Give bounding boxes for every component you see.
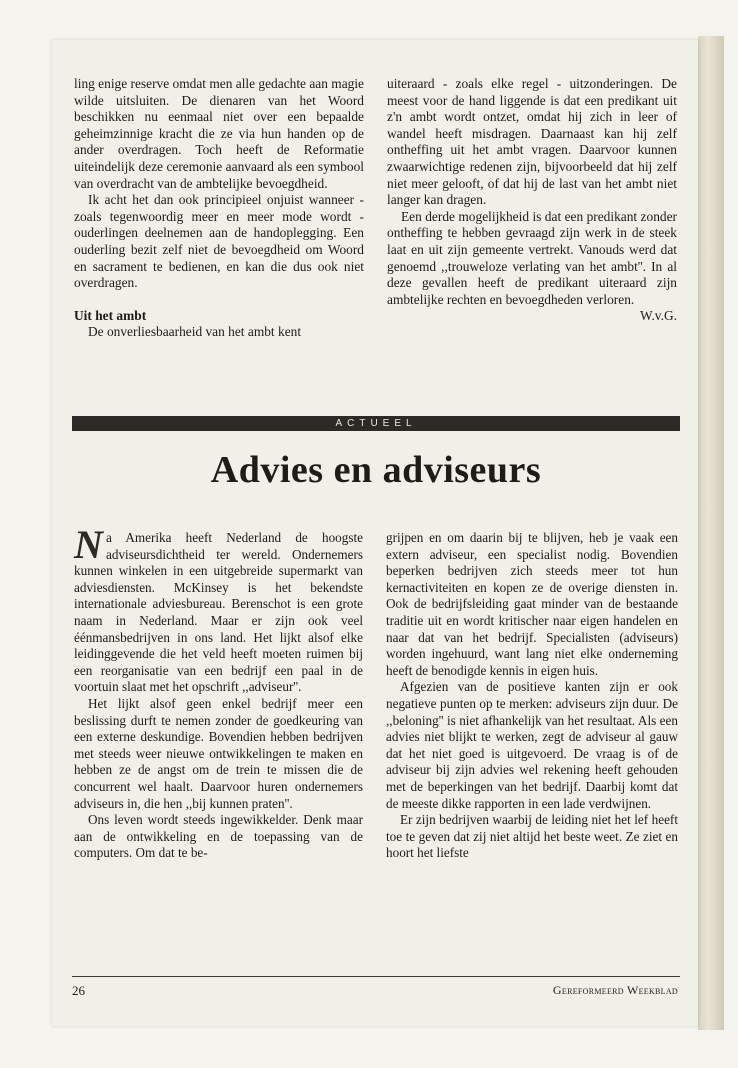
page-number: 26 (72, 983, 85, 998)
paragraph: De onverliesbaarheid van het ambt kent (88, 324, 302, 340)
subheading: Uit het ambt (74, 307, 147, 323)
paragraph: Ons leven wordt steeds ingewikkelder. Denk maar aan de ontwikkeling en de toepassing van de computers. Om dat te be- (74, 812, 363, 861)
journal-title: Gereformeerd Weekblad (552, 983, 678, 997)
paragraph-text: a Amerika heeft Nederland de hoogste adviseursdichtheid ter wereld. Ondernemers kunnen winkelen in een uitgebreide supermarkt van adviesdiensten. McKinsey is het bekendste internationale adviesbureau. Berenschot is een grote naam in Nederland. Maar er zijn ook veel éénmansbedrijven in ons land. Het lijkt alsof elke leidinggevende die het veld heeft moeten ruimen bij een reorganisatie van een bedrijf een paal in de voortuin slaat met het opschrift ,,adviseur''. (74, 530, 363, 695)
paragraph: Een derde mogelijkheid is dat een predikant zonder ontheffing te hebben gevraagd zijn werk in de steek laat en uit zijn gemeente vertrekt. Vanouds werd dat genoemd ,,trouweloze verlating van het ambt''. In al deze gevallen heeft de predikant uiteraard zijn ambtelijke rechten en bevoegdheden verloren. (387, 208, 677, 307)
paragraph (74, 522, 363, 696)
paragraph: Er zijn bedrijven waarbij de leiding niet het lef heeft toe te geven dat zij niet altijd het beste weet. Ze ziet en hoort het liefste (386, 812, 678, 861)
article-headline: Advies en adviseurs (210, 449, 542, 491)
top-column-left (74, 76, 364, 341)
article-column-right (386, 530, 678, 862)
top-column-right (387, 76, 677, 325)
paragraph: ling enige reserve omdat men alle gedachte aan magie wilde uitsluiten. De dienaren van het Woord beschikken nu eenmaal niet over een bepaalde geheimzinnige kracht die ze via hun handen op de ander overdragen. Toch heeft de Reformatie uiteindelijk deze ceremonie aanvaard als een symbool van overdracht van de ambtelijke bevoegdheid. (74, 76, 364, 191)
paragraph: uiteraard - zoals elke regel - uitzonderingen. De meest voor de hand liggende is dat een predikant uit z'n ambt wordt ontzet, omdat hij zich in leer of wandel heeft misdragen. Daarnaast kan hij zelf ontheffing uit het ambt vragen. Daarvoor kunnen zwaarwichtige redenen zijn, bijvoorbeeld dat hij zelf niet meer gelooft, of dat hij de last van het ambt niet langer kan dragen. (387, 76, 677, 208)
book-spine (698, 36, 724, 1030)
footer-rule (72, 976, 680, 977)
paragraph: Ik acht het dan ook principieel onjuist wanneer - zoals tegenwoordig meer en meer mode wordt - ouderlingen deelnemen aan de handoplegging. Een ouderling bezit zelf niet de bevoegdheid om Woord en sacrament te bedienen, en kan die dus ook niet overdragen. (74, 192, 364, 291)
dropcap-letter: N (74, 522, 103, 567)
paragraph: Het lijkt alsof geen enkel bedrijf meer een beslissing durft te nemen zonder de goedkeuring van een externe deskundige. Bovendien hebben bedrijven met steeds weer nieuwe ontwikkelingen te maken en hebben ze de angst om de trein te missen die de concurrent wel haalt. Daarvoor huren ondernemers adviseurs in, die hen ,,bij kunnen praten''. (74, 695, 363, 811)
paragraph: Afgezien van de positieve kanten zijn er ook negatieve punten op te merken: adviseurs zijn duur. De ,,beloning'' is niet afhankelijk van het resultaat. Als een advies niet blijkt te werken, zegt de adviseur al gauw dat het niet goed is uitgevoerd. De vraag is of de adviseur bij zijn advies wel rekening heeft gehouden met de beperkingen van het bedrijf. Daarbij komt dat de meeste dikke rapporten in een lade verdwijnen. (386, 679, 678, 811)
section-label: ACTUEEL (72, 416, 680, 431)
article-column-left (74, 522, 363, 862)
paragraph: grijpen en om daarin bij te blijven, heb je vaak een extern adviseur, een specialist nodig. Bovendien beperken bedrijven zich steeds meer tot hun kernactiviteiten en kopen ze de overige diensten in. Ook de bedrijfsleiding gaat minder van de bestaande traditie uit en wordt kritischer naar eigen handelen en naar dat van het bedrijf. Specialisten (adviseurs) worden ingehuurd, want lang niet elke onderneming heeft de benodigde kennis in eigen huis. (386, 530, 678, 678)
author-signature: W.v.G. (640, 308, 677, 324)
